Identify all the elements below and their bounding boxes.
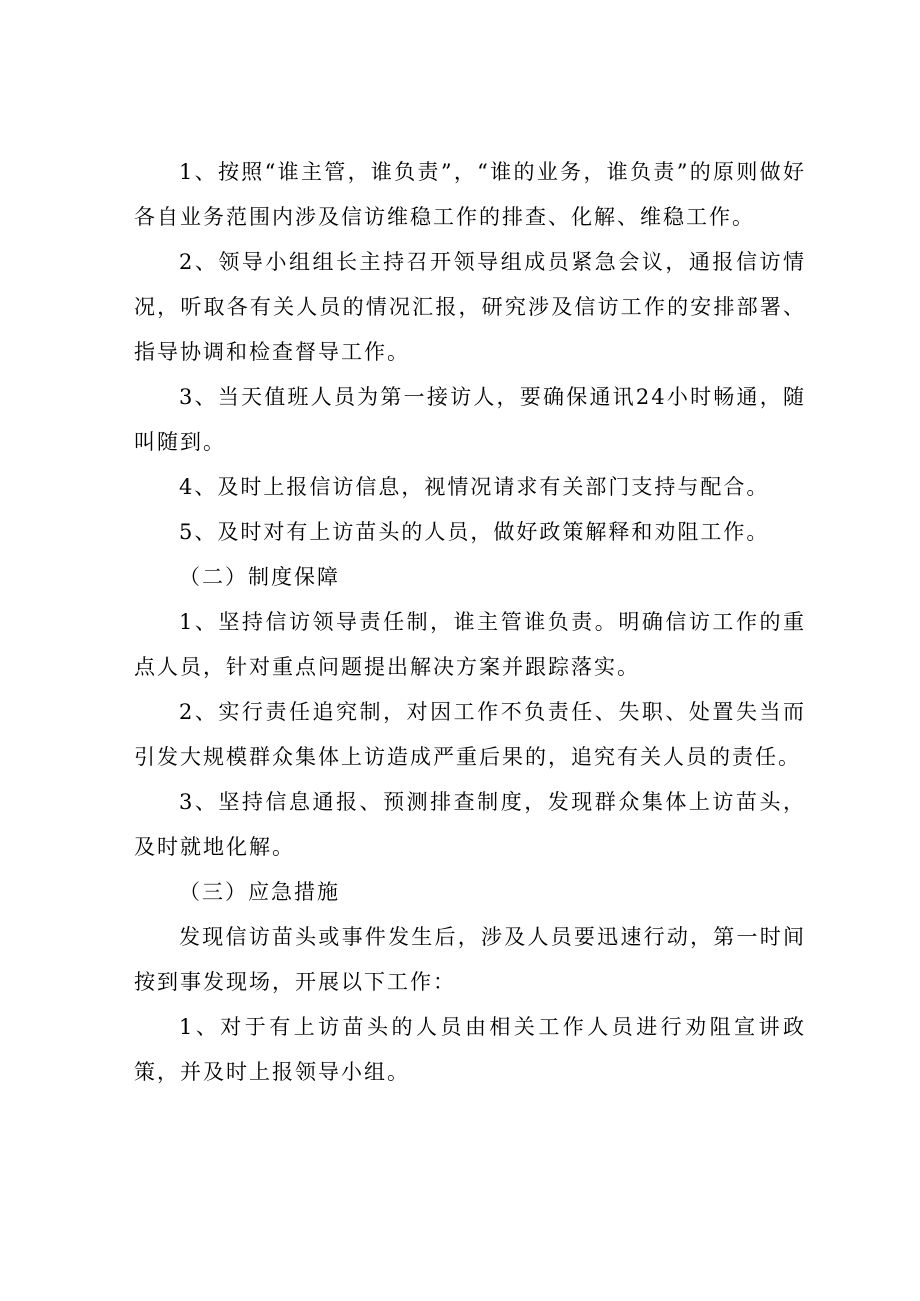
section-heading-system-guarantee: （二）制度保障	[179, 565, 340, 589]
paragraph-accountability: 2、实行责任追究制，对因工作不负责任、失职、处置失当而引发大规模群众集体上访造成严重后果的，追究有关人员的责任。	[134, 700, 806, 769]
paragraph-dissuasion-report: 1、对于有上访苗头的人员由相关工作人员进行劝阻宣讲政策，并及时上报领导小组。	[134, 1015, 806, 1084]
paragraph-report-info: 4、及时上报信访信息，视情况请求有关部门支持与配合。	[179, 475, 770, 499]
paragraph-duty-officer: 3、当天值班人员为第一接访人，要确保通讯24小时畅通，随叫随到。	[134, 385, 806, 454]
section-heading-emergency-measures: （三）应急措施	[179, 880, 340, 904]
paragraph-emergency-meeting: 2、领导小组组长主持召开领导组成员紧急会议，通报信访情况，听取各有关人员的情况汇报，研究涉及信访工作的安排部署、指导协调和检查督导工作。	[134, 250, 806, 364]
paragraph-rapid-response: 发现信访苗头或事件发生后，涉及人员要迅速行动，第一时间按到事发现场，开展以下工作：	[134, 925, 806, 994]
paragraph-info-reporting: 3、坚持信息通报、预测排查制度，发现群众集体上访苗头，及时就地化解。	[134, 790, 806, 859]
paragraph-duty-principle: 1、按照“谁主管，谁负责”，“谁的业务，谁负责”的原则做好各自业务范围内涉及信访维稳工作的排查、化解、维稳工作。	[134, 160, 806, 229]
document-body	[134, 150, 806, 1095]
paragraph-leadership-responsibility: 1、坚持信访领导责任制，谁主管谁负责。明确信访工作的重点人员，针对重点问题提出解决方案并跟踪落实。	[134, 610, 806, 679]
paragraph-persuasion: 5、及时对有上访苗头的人员，做好政策解释和劝阻工作。	[179, 520, 770, 544]
